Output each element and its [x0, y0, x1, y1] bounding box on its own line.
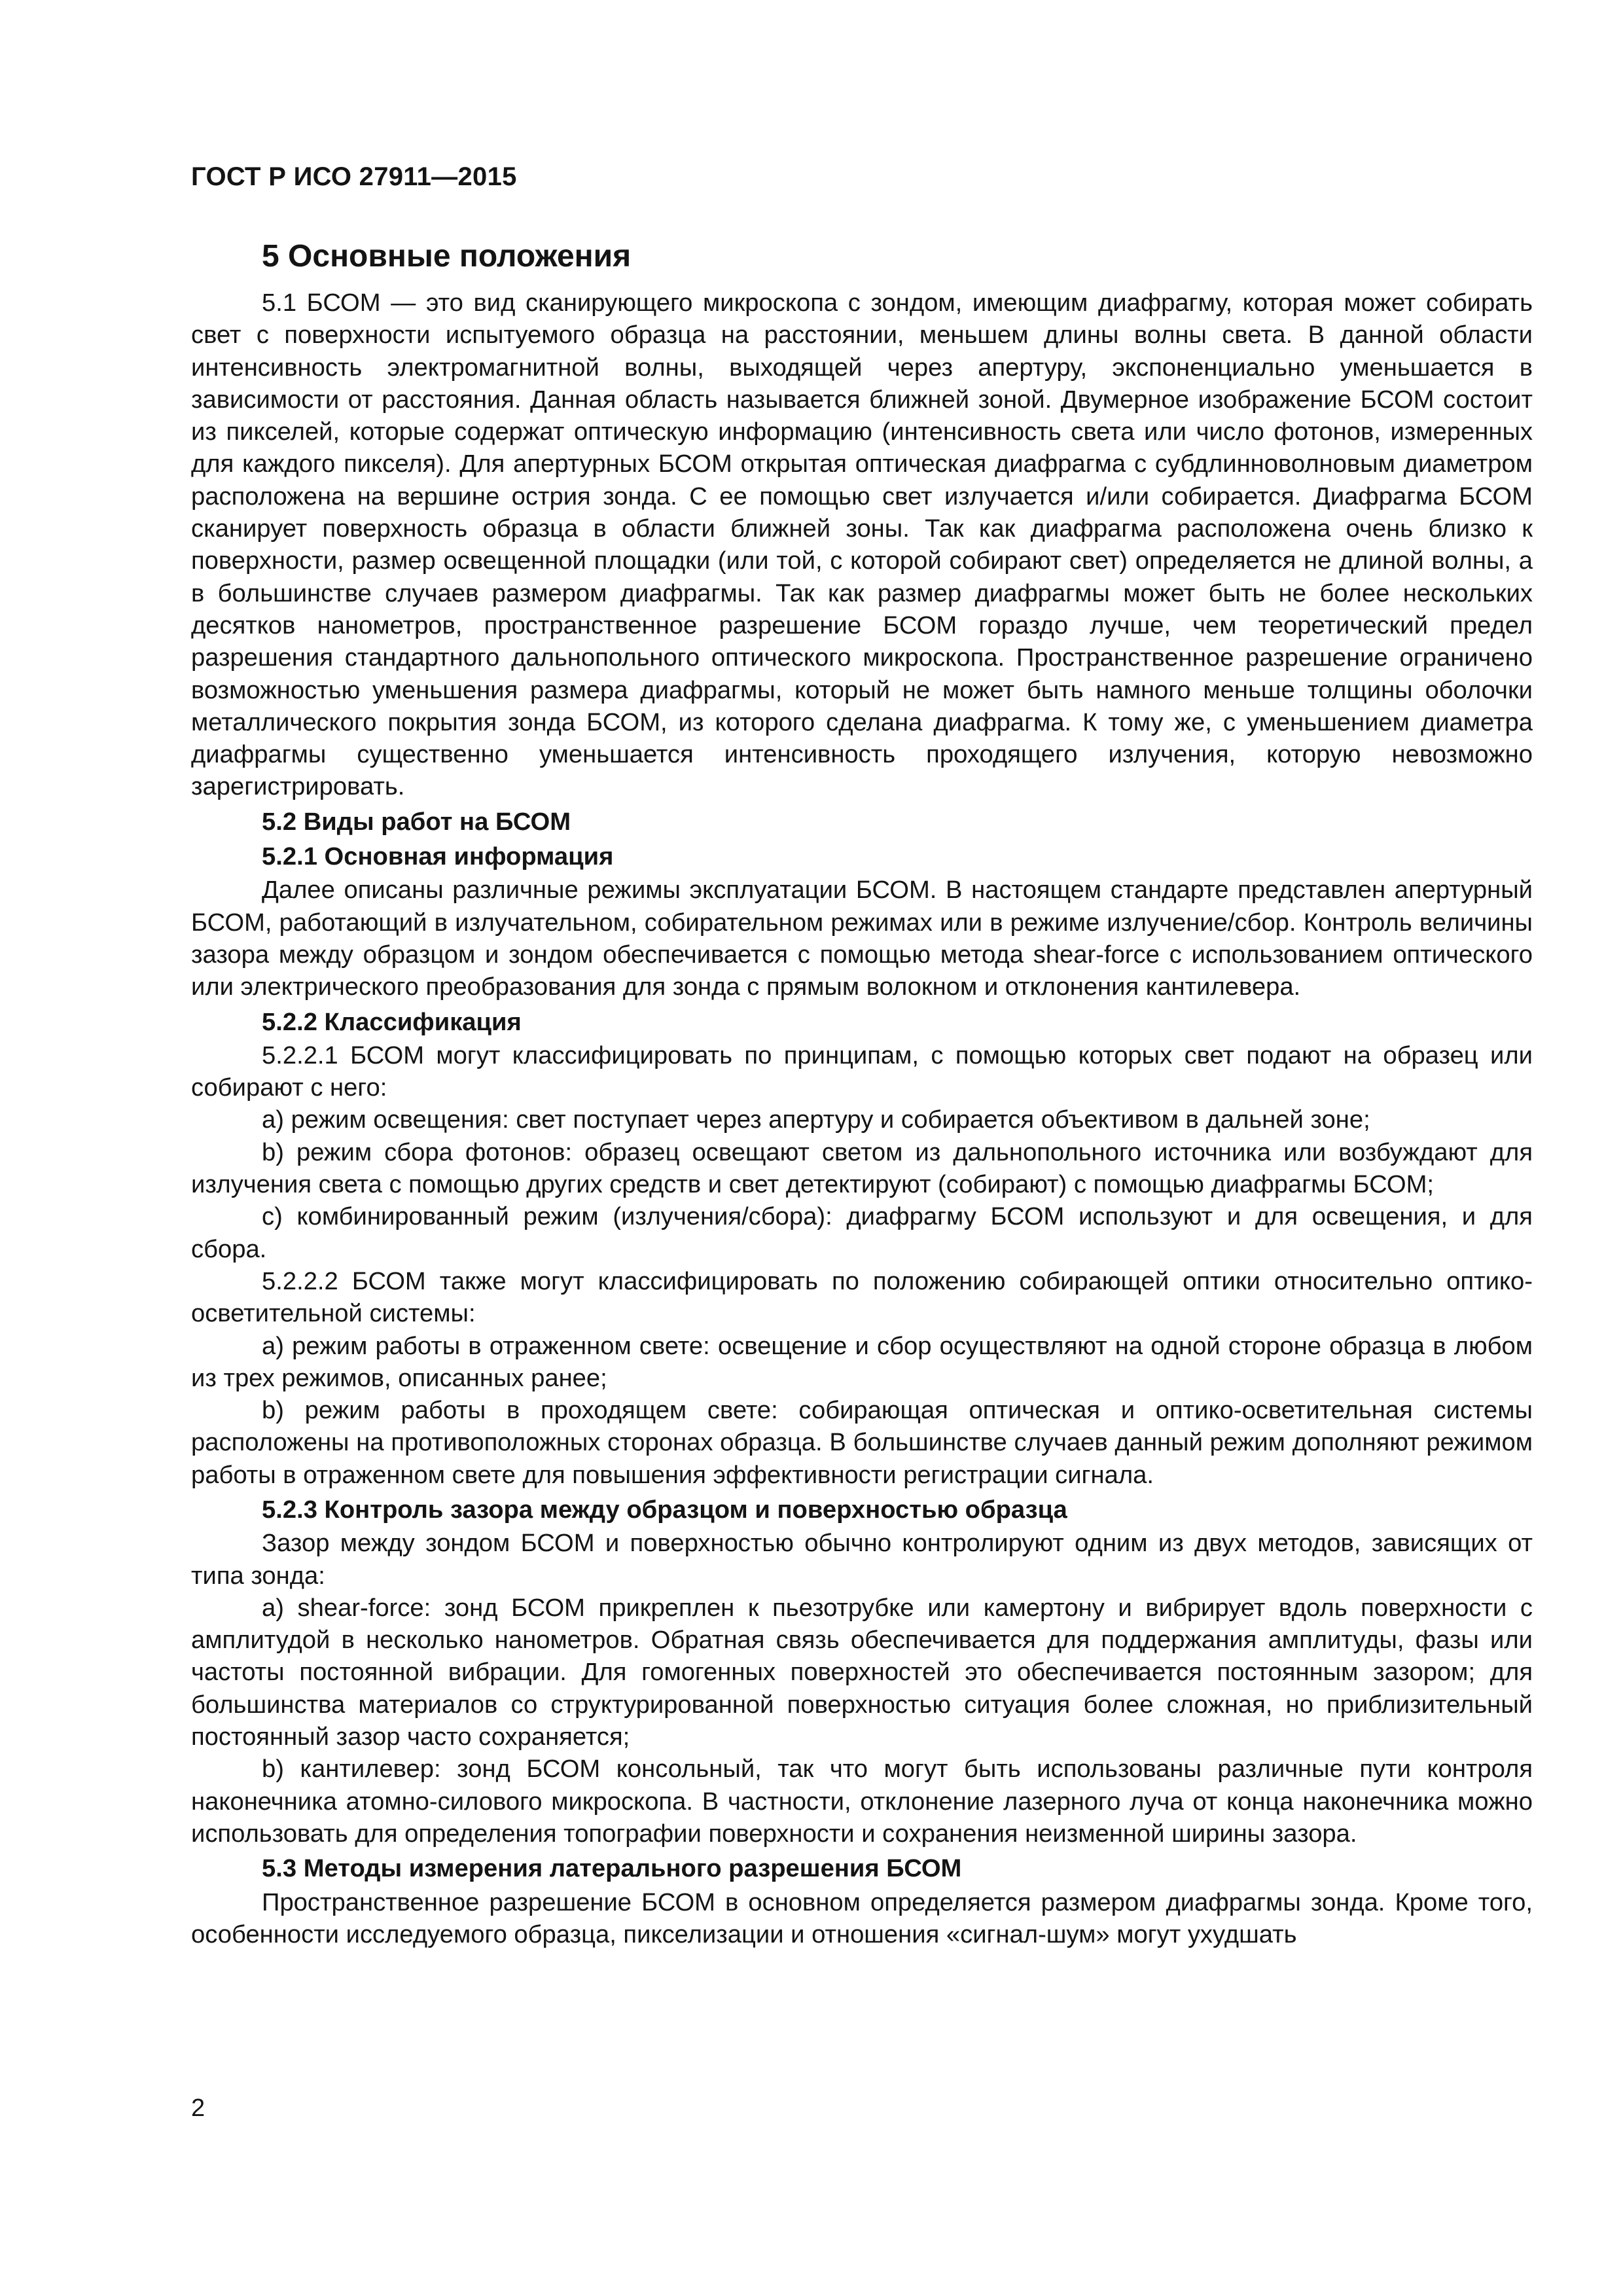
list-item-reflection-mode: a) режим работы в отраженном свете: освещение и сбор осуществляют на одной стороне образца в любом из трех режимов, описанных ранее; [191, 1331, 1533, 1392]
subheading-5-2-1: 5.2.1 Основная информация [262, 842, 614, 871]
list-item-illumination-mode: a) режим освещения: свет поступает через апертуру и собирается объективом в дальней зоне; [262, 1105, 1370, 1134]
list-item-transmission-mode: b) режим работы в проходящем свете: собирающая оптическая и оптико-осветительная системы расположены на противоположных сторонах образца. В большинстве случаев данный режим дополняют режимом работы в отраженном свете для повышения эффективности регистрации сигнала. [191, 1396, 1533, 1489]
subheading-5-2: 5.2 Виды работ на БСОМ [262, 807, 571, 836]
subheading-5-2-2: 5.2.2 Классификация [262, 1007, 522, 1036]
list-item-shear-force: a) shear-force: зонд БСОМ прикреплен к пьезотрубке или камертону и вибрирует вдоль поверхности с амплитудой в несколько нанометров. Обратная связь обеспечивается для поддержания амплитуды, фазы или частоты постоянной вибрации. Для гомогенных поверхностей это обеспечивается постоянным зазором; для большинства материалов со структурированной поверхностью ситуация более сложная, но приблизительный постоянный зазор часто сохраняется; [191, 1593, 1533, 1751]
subheading-5-2-3: 5.2.3 Контроль зазора между образцом и поверхностью образца [262, 1495, 1067, 1524]
paragraph-5-1: 5.1 БСОМ — это вид сканирующего микроскопа с зондом, имеющим диафрагму, которая может собирать свет с поверхности испытуемого образца на расстоянии, меньшем длины волны света. В данной области интенсивность электромагнитной волны, выходящей через апертуру, экспоненциально уменьшается в зависимости от расстояния. Данная область называется ближней зоной. Двумерное изображение БСОМ состоит из пикселей, которые содержат оптическую информацию (интенсивность света или число фотонов, измеренных для каждого пикселя). Для апертурных БСОМ открытая оптическая диафрагма с субдлинноволновым диаметром расположена на вершине острия зонда. С ее помощью свет излучается и/или собирается. Диафрагма БСОМ сканирует поверхность образца в области ближней зоны. Так как диафрагма расположена очень близко к поверхности, размер освещенной площадки (или той, с которой собирают свет) определяется не длиной волны, а в большинстве случаев размером диафрагмы. Так как размер диафрагмы может быть не более нескольких десятков нанометров, пространственное разрешение БСОМ гораздо лучше, чем теоретический предел разрешения стандартного дальнопольного оптического микроскопа. Пространственное разрешение ограничено возможностью уменьшения размера диафрагмы, который не может быть намного меньше толщины оболочки металлического покрытия зонда БСОМ, из которого сделана диафрагма. К тому же, с уменьшением диаметра диафрагмы существенно уменьшается интенсивность проходящего излучения, которую невозможно зарегистрировать. [191, 289, 1533, 801]
document-header: ГОСТ Р ИСО 27911—2015 [191, 162, 517, 191]
list-item-collection-mode: b) режим сбора фотонов: образец освещают светом из дальнопольного источника или возбуждают для излучения света с помощью других средств и свет детектируют (собирают) с помощью диафрагмы БСОМ; [191, 1138, 1533, 1199]
paragraph-5-2-2-2: 5.2.2.2 БСОМ также могут классифицировать по положению собирающей оптики относительно оптико-осветительной системы: [191, 1266, 1533, 1328]
document-body [191, 236, 1533, 1950]
page-number: 2 [191, 2094, 205, 2122]
list-item-cantilever: b) кантилевер: зонд БСОМ консольный, так что могут быть использованы различные пути контроля наконечника атомно-силового микроскопа. В частности, отклонение лазерного луча от конца наконечника можно использовать для определения топографии поверхности и сохранения неизменной ширины зазора. [191, 1755, 1533, 1848]
paragraph-5-2-1: Далее описаны различные режимы эксплуатации БСОМ. В настоящем стандарте представлен апертурный БСОМ, работающий в излучательном, собирательном режимах или в режиме излучение/сбор. Контроль величины зазора между образцом и зондом обеспечивается с помощью метода shear-force с использованием оптического или электрического преобразования для зонда с прямым волокном и отклонения кантилевера. [191, 876, 1533, 1001]
paragraph-5-2-2-1: 5.2.2.1 БСОМ могут классифицировать по принципам, с помощью которых свет подают на образец или собирают с него: [191, 1041, 1533, 1102]
paragraph-5-3: Пространственное разрешение БСОМ в основном определяется размером диафрагмы зонда. Кроме того, особенности исследуемого образца, пикселизации и отношения «сигнал-шум» могут ухудшать [191, 1888, 1533, 1948]
section-title: 5 Основные положения [262, 239, 632, 274]
list-item-combined-mode: c) комбинированный режим (излучения/сбора): диафрагму БСОМ используют и для освещения, и для сбора. [191, 1202, 1533, 1263]
paragraph-5-2-3: Зазор между зондом БСОМ и поверхностью обычно контролируют одним из двух методов, зависящих от типа зонда: [191, 1529, 1533, 1590]
subheading-5-3: 5.3 Методы измерения латерального разрешения БСОМ [262, 1854, 962, 1883]
